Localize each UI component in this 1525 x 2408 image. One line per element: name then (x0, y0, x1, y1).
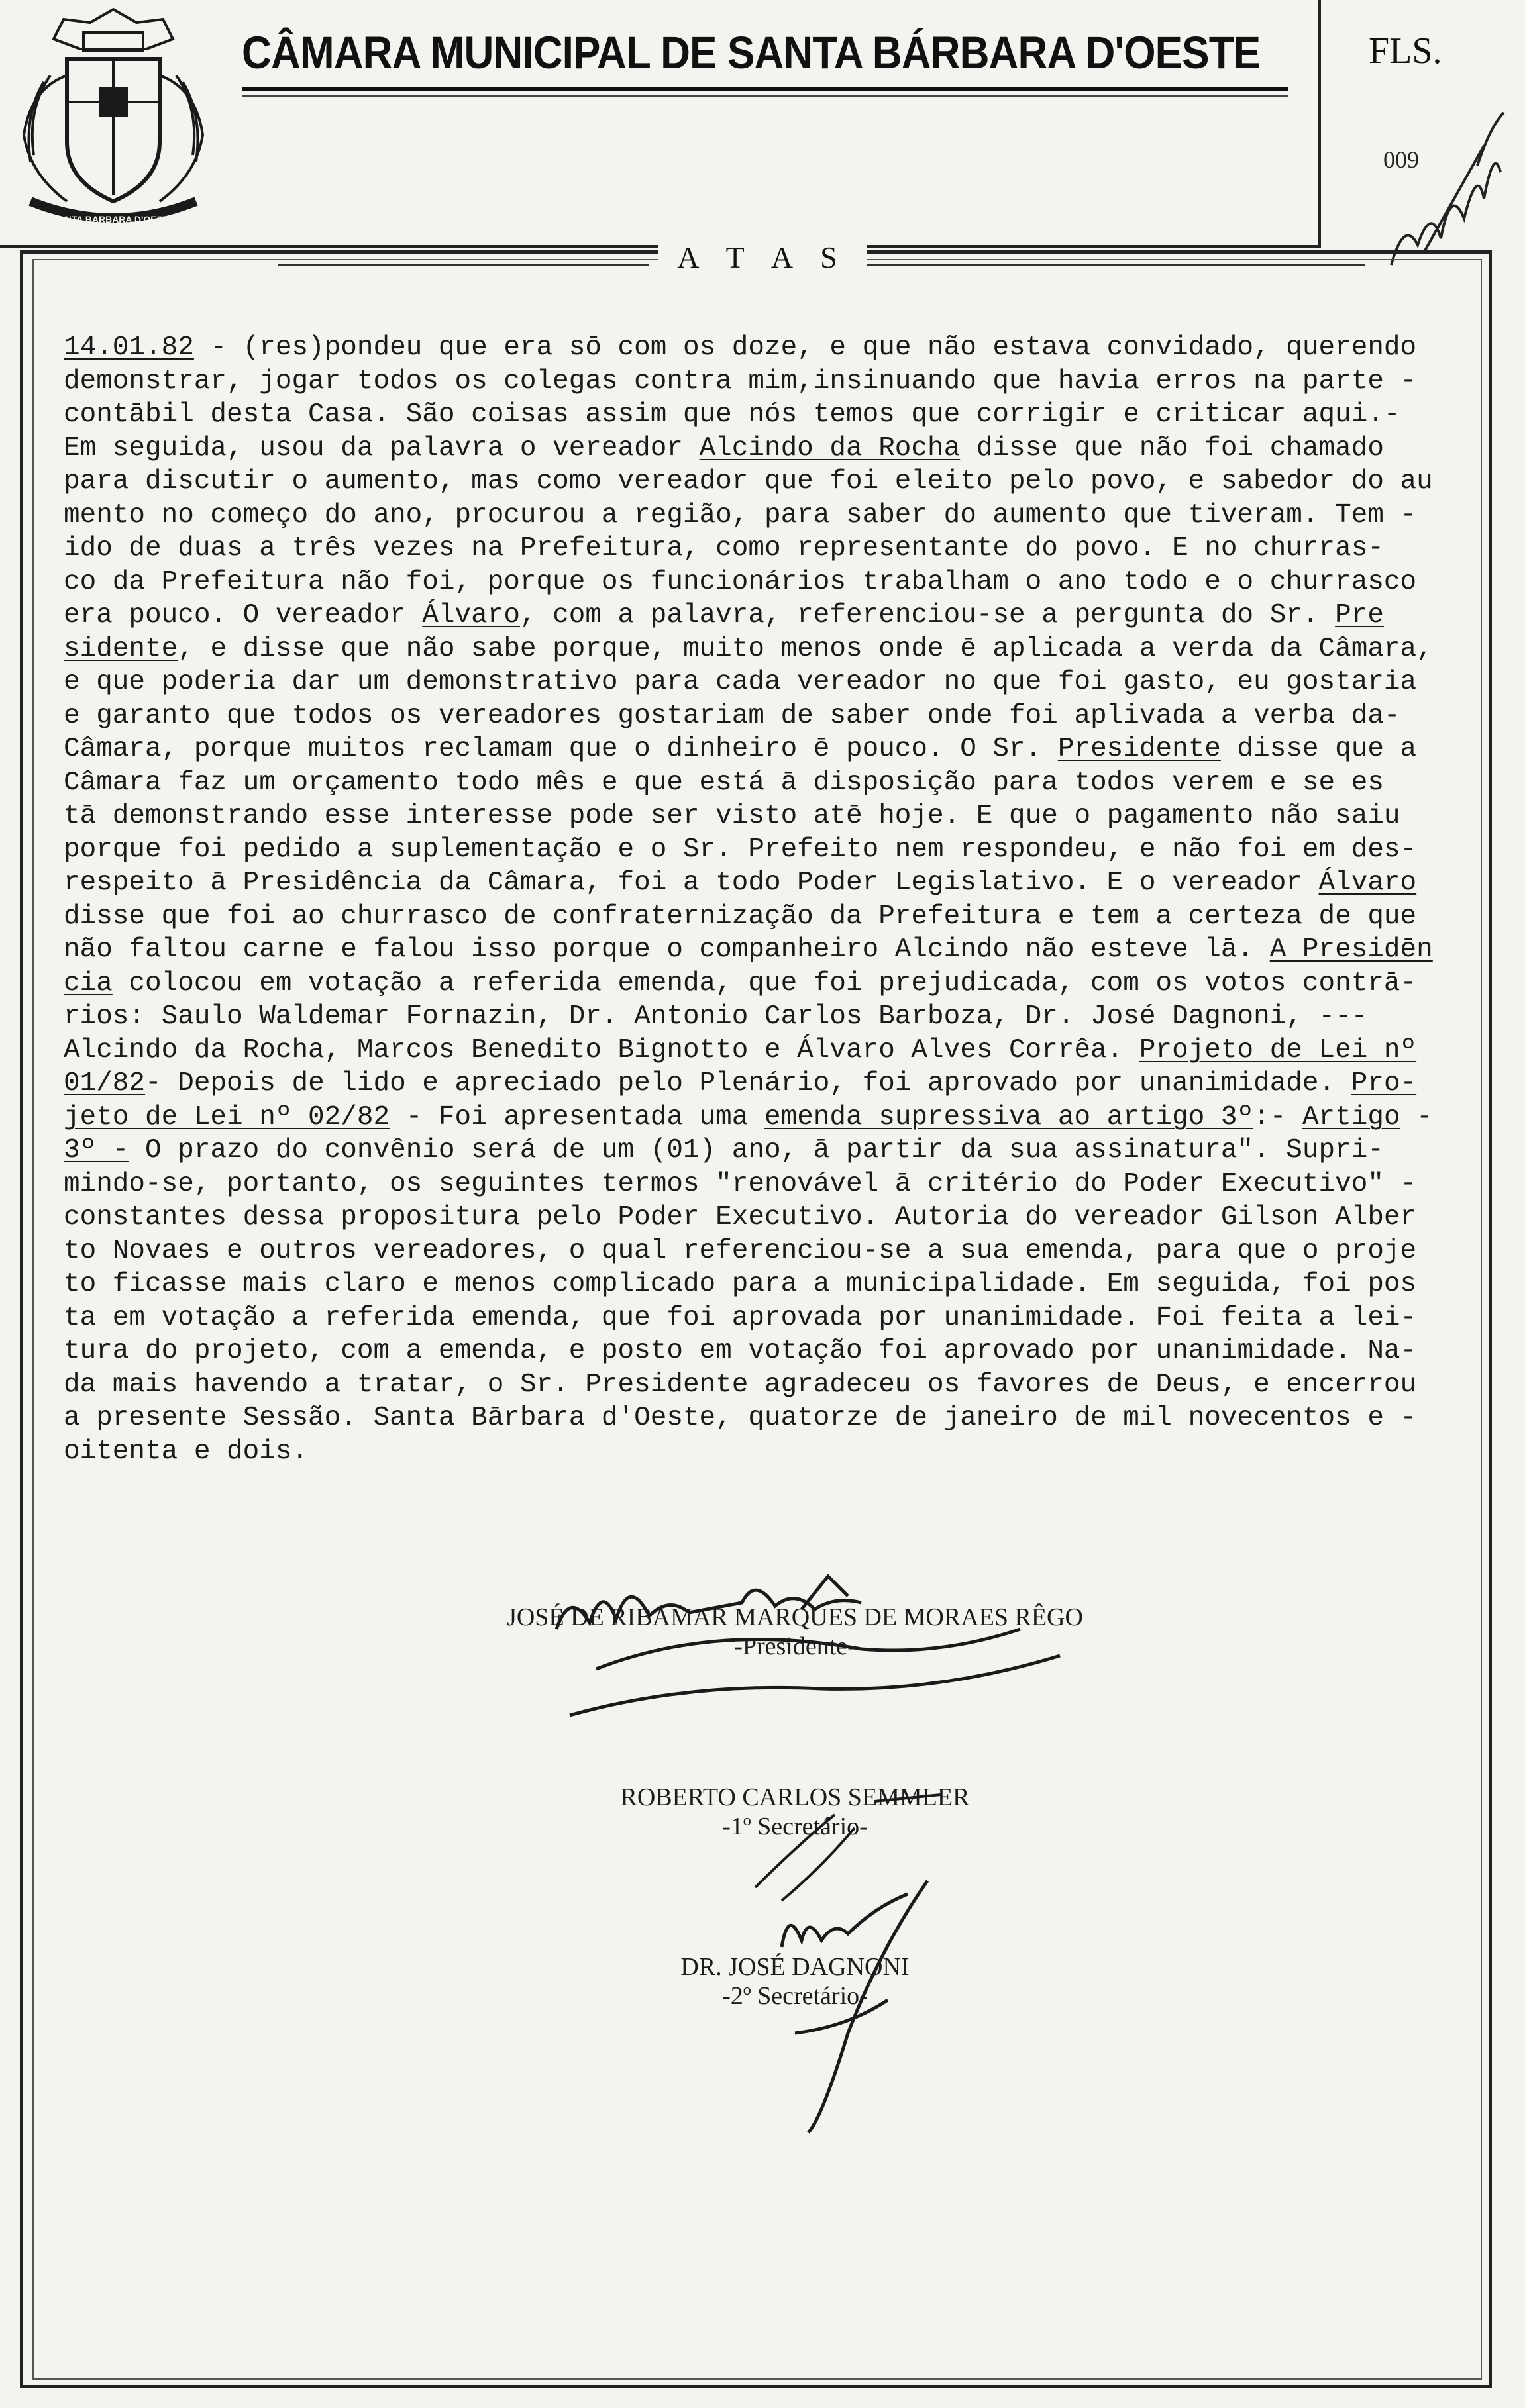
body-text-run: para discutir o aumento, mas como vereador que foi eleito pelo povo, e sabedor do au (64, 466, 1433, 497)
body-line (64, 1234, 1461, 1268)
body-text-run: e que poderia dar um demonstrativo para cada vereador no que foi gasto, eu gostaria (64, 667, 1417, 697)
body-text-run: :- (1253, 1101, 1302, 1132)
body-text-run: oitenta e dois. (64, 1436, 309, 1467)
body-line (64, 1201, 1461, 1234)
body-line (64, 967, 1461, 1001)
underlined-text: Álvaro (422, 600, 520, 630)
body-line (64, 331, 1461, 365)
first-secretary-role: -1º Secretário- (722, 1813, 868, 1840)
body-text-run: ido de duas a três vezes na Prefeitura, como representante do povo. E no churras- (64, 533, 1384, 564)
body-line (64, 432, 1461, 466)
second-secretary-name: DR. JOSÉ DAGNONI (680, 1953, 910, 1981)
section-title (0, 240, 1525, 275)
body-text-run: respeito ā Presidência da Câmara, foi a todo Poder Legislativo. E o vereador (64, 868, 1319, 898)
body-line (64, 1268, 1461, 1301)
underlined-text: jeto de Lei nº 02/82 (64, 1101, 390, 1132)
body-line (64, 499, 1461, 532)
body-text-run: Câmara faz um orçamento todo mês e que está ā disposição para todos verem e se es (64, 767, 1384, 798)
second-secretary-block (397, 1952, 1192, 2011)
body-text-run: disse que não foi chamado (960, 432, 1384, 464)
underlined-text: Álvaro (1318, 868, 1417, 898)
underlined-text: sidente (64, 633, 178, 664)
body-text-run: porque foi pedido a suplementação e o Sr. Prefeito nem respondeu, e não foi em des- (64, 834, 1417, 865)
body-line (64, 1067, 1461, 1101)
underlined-text: 3º - (64, 1135, 129, 1166)
body-text-run: tā demonstrando esse interesse pode ser visto atē hoje. E que o pagamento não saiu (64, 801, 1400, 831)
underlined-text: Pre (1335, 600, 1384, 630)
body-text-run: Em seguida, usou da palavra o vereador (64, 432, 700, 464)
body-line (64, 1168, 1461, 1201)
body-line (64, 900, 1461, 934)
underlined-text: Projeto de Lei nº (1139, 1034, 1417, 1066)
body-text-run: - (res)pondeu que era sō com os doze, e que não estava convidado, querendo (193, 332, 1417, 363)
body-line (64, 566, 1461, 599)
body-line (64, 632, 1461, 666)
body-line (64, 1334, 1461, 1368)
body-line (64, 1101, 1461, 1134)
body-line (64, 365, 1461, 399)
underlined-text: Alcindo da Rocha (699, 432, 961, 464)
first-secretary-name: ROBERTO CARLOS SEMMLER (620, 1783, 970, 1811)
body-text-run: colocou em votação a referida emenda, que foi prejudicada, com os votos contrā- (112, 968, 1417, 999)
body-line (64, 398, 1461, 432)
body-text-run: constantes dessa propositura pelo Poder Executivo. Autoria do vereador Gilson Alber (64, 1202, 1417, 1232)
first-secretary-block (397, 1783, 1192, 1841)
municipal-crest-logo (4, 3, 223, 238)
chamber-title: CÂMARA MUNICIPAL DE SANTA BÁRBARA D'OESTE (242, 27, 1261, 78)
body-line (64, 1000, 1461, 1034)
body-line (64, 833, 1461, 867)
body-line (64, 1034, 1461, 1068)
president-name: JOSÉ DE RIBAMAR MARQUES DE MORAES RÊGO (507, 1603, 1083, 1631)
body-text-run: O prazo do convênio será de um (01) ano, ā partir da sua assinatura". Supri- (129, 1135, 1384, 1166)
page-number: 009 (1383, 146, 1419, 173)
body-text-run: , e disse que não sabe porque, muito menos onde ē aplicada a verda da Câmara, (178, 633, 1433, 664)
body-line (64, 1435, 1461, 1469)
body-line (64, 666, 1461, 699)
fls-divider (1318, 0, 1321, 248)
body-text-run: disse que a (1220, 734, 1417, 764)
underlined-text: Presidente (1057, 734, 1221, 764)
body-line (64, 766, 1461, 800)
second-secretary-role: -2º Secretário- (722, 1982, 868, 2010)
underlined-text: 14.01.82 (64, 332, 194, 363)
crest-banner-text: SANTA BARBARA D'OESTE (52, 214, 175, 225)
underlined-text: 01/82 (64, 1068, 146, 1099)
body-text-run: - Depois de lido e apreciado pelo Plenário, foi aprovado por unanimidade. (145, 1068, 1351, 1099)
body-line (64, 532, 1461, 566)
header-rule-thin (242, 95, 1288, 97)
body-text-run: e garanto que todos os vereadores gostariam de saber onde foi aplivada a verba da- (64, 700, 1400, 731)
body-text-run: tura do projeto, com a emenda, e posto em votação foi aprovado por unanimidade. Na- (64, 1336, 1417, 1366)
body-text-run: não faltou carne e falou isso porque o companheiro Alcindo não esteve lā. (64, 934, 1270, 965)
body-text-run: ta em votação a referida emenda, que foi aprovada por unanimidade. Foi feita a lei- (64, 1302, 1417, 1333)
body-line (64, 1134, 1461, 1168)
header-rule (242, 87, 1288, 91)
president-signature-block (397, 1603, 1192, 1661)
underlined-text: cia (64, 968, 113, 999)
body-text-run: , com a palavra, referenciou-se a pergunta do Sr. (519, 600, 1336, 630)
body-text-run: - Foi apresentada uma (390, 1101, 764, 1132)
body-line (64, 933, 1461, 967)
body-line (64, 465, 1461, 499)
body-text-run: Alcindo da Rocha, Marcos Benedito Bignotto e Álvaro Alves Corrêa. (64, 1034, 1139, 1066)
body-text-run: mento no começo do ano, procurou a região, para saber do aumento que tiveram. Tem - (64, 499, 1417, 530)
body-line (64, 1401, 1461, 1435)
body-text-run: rios: Saulo Waldemar Fornazin, Dr. Antonio Carlos Barboza, Dr. José Dagnoni, --- (64, 1001, 1368, 1032)
underlined-text: emenda supressiva ao artigo 3º (764, 1101, 1254, 1132)
body-text-run: to ficasse mais claro e menos complicado para a municipalidade. Em seguida, foi pos (64, 1269, 1417, 1299)
body-line (64, 866, 1461, 900)
body-text-run: contābil desta Casa. São coisas assim que nós temos que corrigir e criticar aqui.- (64, 399, 1400, 430)
body-text-run: disse que foi ao churrasco de confraternização da Prefeitura e tem a certeza de que (64, 901, 1417, 932)
underlined-text: Pro- (1351, 1068, 1417, 1099)
body-text-run: Câmara, porque muitos reclamam que o dinheiro ē pouco. O Sr. (64, 734, 1058, 764)
fls-label: FLS. (1369, 30, 1442, 72)
body-text-run: to Novaes e outros vereadores, o qual referenciou-se a sua emenda, para que o proje (64, 1235, 1417, 1266)
body-text-run: co da Prefeitura não foi, porque os funcionários trabalham o ano todo e o churrasco (64, 566, 1417, 597)
underlined-text: Artigo (1302, 1101, 1400, 1132)
body-line (64, 732, 1461, 766)
body-line (64, 1301, 1461, 1335)
body-text-run: era pouco. O vereador (64, 600, 423, 630)
minutes-body (64, 331, 1461, 1468)
section-title-text: A T A S (658, 240, 866, 274)
body-text-run: da mais havendo a tratar, o Sr. Presidente agradeceu os favores de Deus, e encerrou (64, 1369, 1417, 1400)
body-line (64, 1368, 1461, 1402)
body-line (64, 599, 1461, 632)
body-text-run: - (1400, 1101, 1433, 1132)
body-line (64, 699, 1461, 733)
body-text-run: demonstrar, jogar todos os colegas contra mim,insinuando que havia erros na parte - (64, 366, 1417, 397)
body-text-run: mindo-se, portanto, os seguintes termos "renovável ā critério do Poder Executivo" - (64, 1168, 1417, 1199)
underlined-text: A Presidēn (1269, 934, 1433, 965)
body-text-run: a presente Sessão. Santa Bārbara d'Oeste, quatorze de janeiro de mil novecentos e - (64, 1403, 1417, 1433)
body-line (64, 799, 1461, 833)
president-role: -Presidente- (734, 1632, 856, 1660)
